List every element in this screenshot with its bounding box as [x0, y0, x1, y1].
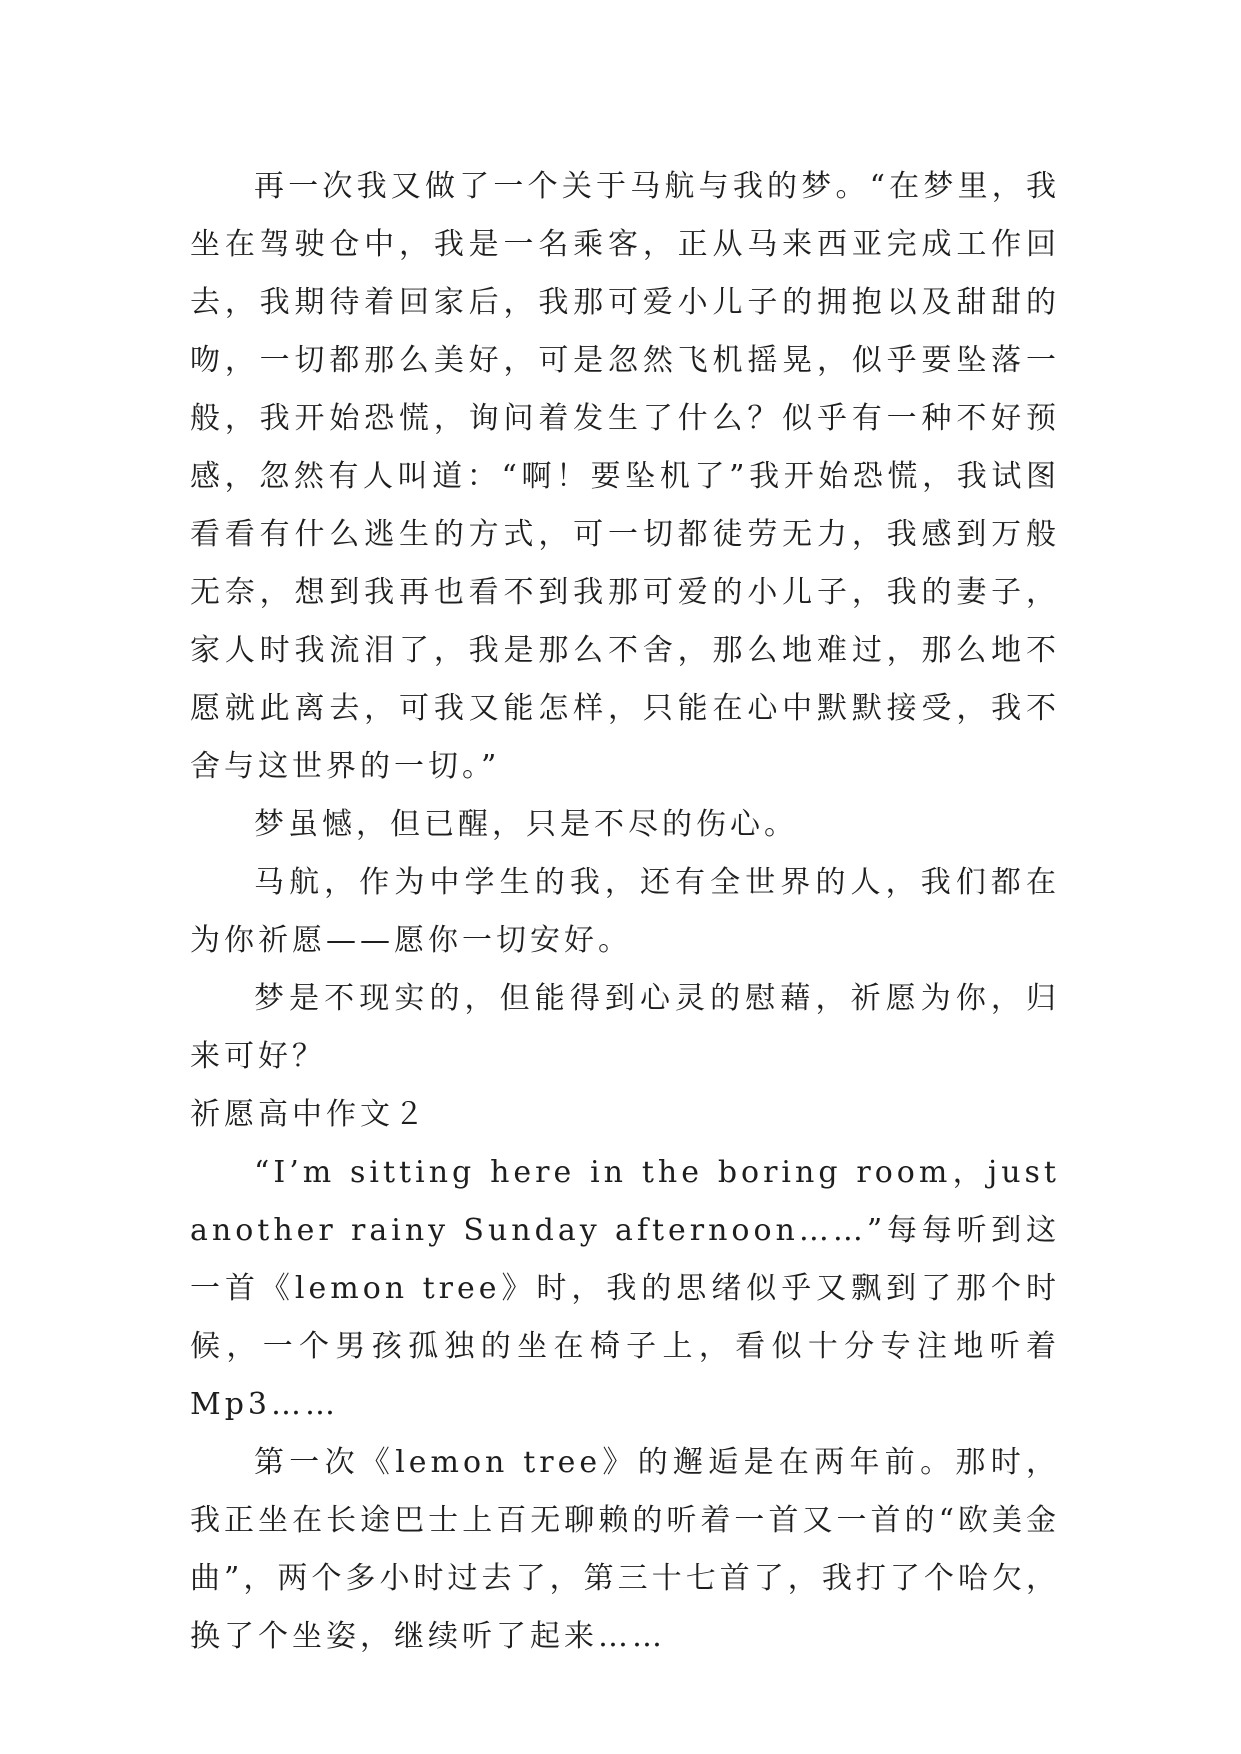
paragraph-lemon-tree-intro: “I’m sitting here in the boring room，just another rainy Sunday afternoon……”每每听到这一首《lemon tree》时，我的思绪似乎又飘到了那个时候，一个男孩孤独的坐在椅子上，看似十分专注地听着Mp3……	[190, 1155, 1060, 1422]
paragraph-dream-comfort: 梦是不现实的，但能得到心灵的慰藉，祈愿为你，归来可好？	[190, 981, 1060, 1074]
document-body	[190, 158, 1060, 1666]
paragraph-first-encounter: 第一次《lemon tree》的邂逅是在两年前。那时，我正坐在长途巴士上百无聊赖的听着一首又一首的“欧美金曲”，两个多小时过去了，第三十七首了，我打了个哈欠，换了个坐姿，继续听了起来……	[190, 1445, 1060, 1654]
paragraph-mh-wish: 马航，作为中学生的我，还有全世界的人，我们都在为你祈愿——愿你一切安好。	[190, 865, 1060, 958]
essay-heading: 祈愿高中作文２	[190, 1097, 428, 1132]
paragraph-awake: 梦虽憾，但已醒，只是不尽的伤心。	[254, 807, 798, 842]
paragraph-dream: 再一次我又做了一个关于马航与我的梦。“在梦里，我坐在驾驶仓中，我是一名乘客，正从马来西亚完成工作回去，我期待着回家后，我那可爱小儿子的拥抱以及甜甜的吻，一切都那么美好，可是忽然飞机摇晃，似乎要坠落一般，我开始恐慌，询问着发生了什么？似乎有一种不好预感，忽然有人叫道：“啊！要坠机了”我开始恐慌，我试图看看有什么逃生的方式，可一切都徒劳无力，我感到万般无奈，想到我再也看不到我那可爱的小儿子，我的妻子，家人时我流泪了，我是那么不舍，那么地难过，那么地不愿就此离去，可我又能怎样，只能在心中默默接受，我不舍与这世界的一切。”	[190, 169, 1060, 784]
